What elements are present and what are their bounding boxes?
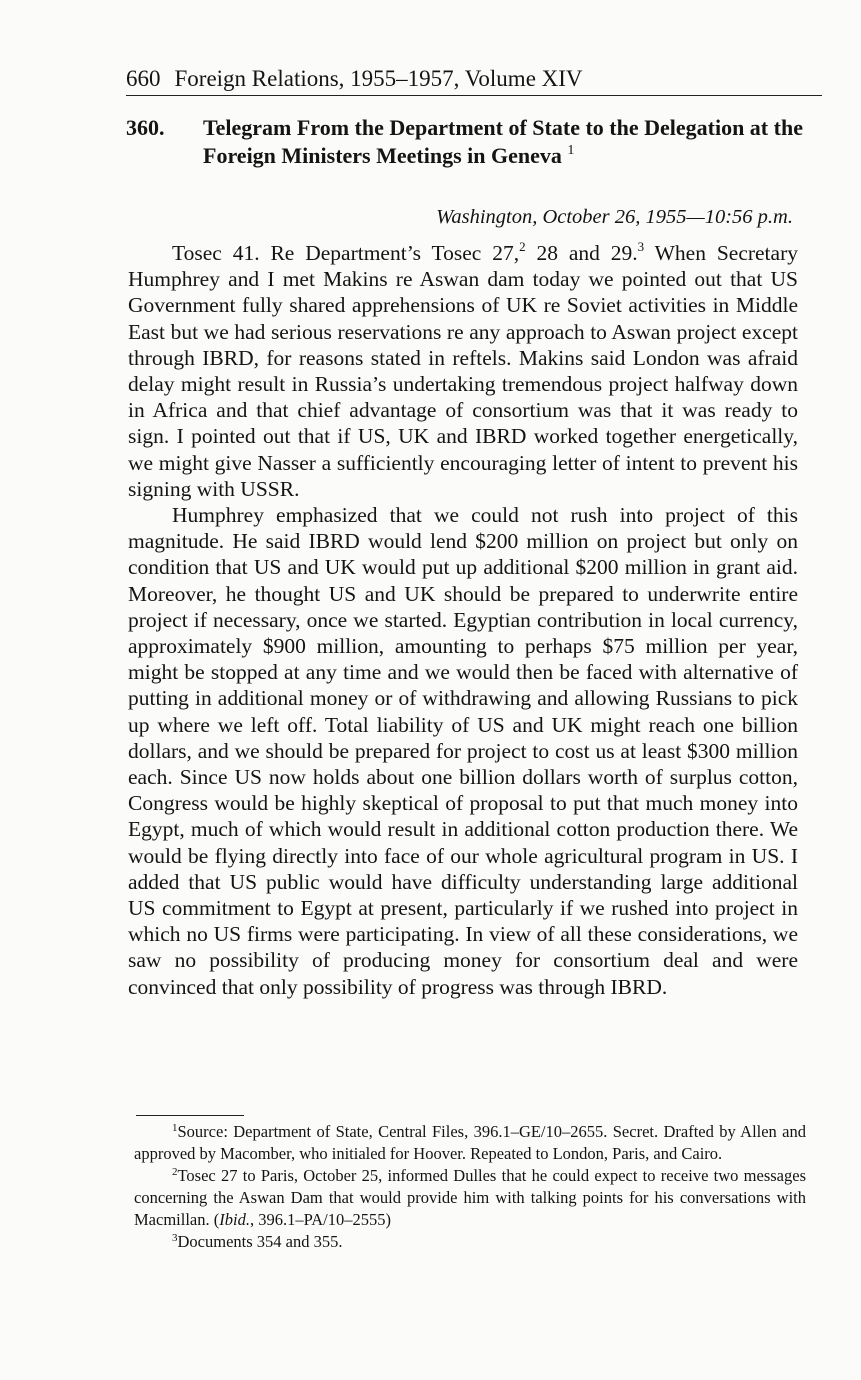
footnote-2-ibid: Ibid. (219, 1210, 250, 1229)
footnote-2 (134, 1165, 806, 1231)
telegram-body (128, 240, 798, 1000)
document-title (203, 114, 813, 170)
paragraph-1-part-b: 28 and 29. (525, 241, 638, 265)
dateline: Washington, October 26, 1955—10:56 p.m. (436, 206, 793, 228)
footnote-ref-2[interactable]: 2 (519, 239, 526, 254)
running-title: Foreign Relations, 1955–1957, Volume XIV (174, 66, 583, 91)
footnote-3-text: Documents 354 and 355. (177, 1232, 343, 1251)
footnote-2-mark: 2 (172, 1166, 178, 1178)
paragraph-1-part-a: Tosec 41. Re Department’s Tosec 27, (172, 241, 520, 265)
footnote-3 (134, 1231, 806, 1253)
page-number: 660 (126, 66, 161, 91)
document-number: 360. (126, 115, 165, 140)
paragraph-2: Humphrey emphasized that we could not rush into project of this magnitude. He said IBRD would lend $200 million on project but only on condition that US and UK would put up additional $200 million in grant aid. Moreover, he thought US and UK should be prepared to underwrite entire project if necessary, once we started. Egyptian contribution in local currency, approximately $900 million, amounting to perhaps $75 million per year, might be stopped at any time and we would then be faced with alternative of putting in additional money or of withdrawing and allowing Russians to pick up where we left off. Total liability of US and UK might reach one billion dollars, and we should be prepared for project to cost us at least $300 million each. Since US now holds about one billion dollars worth of surplus cotton, Congress would be highly skeptical of proposal to put that much money into Egypt, much of which would result in additional cotton production there. We would be flying directly into face of our whole agricultural program in US. I added that US public would have difficulty understanding large additional US commitment to Egypt at present, particularly if we rushed into project in which no US firms were participating. In view of all these considerations, we saw no possibility of producing money for consortium deal and were convinced that only possibility of progress was through IBRD. (128, 503, 798, 999)
paragraph-1 (128, 240, 798, 502)
footnote-2-text: Tosec 27 to Paris, October 25, informed Dulles that he could expect to receive two messages concerning the Aswan Dam that would provide him with talking points for his conversations with Macmillan. ( (134, 1166, 806, 1229)
footnote-divider (136, 1115, 244, 1116)
footnote-ref-3[interactable]: 3 (637, 239, 645, 254)
footnote-1 (134, 1121, 806, 1165)
footnote-ref-1[interactable]: 1 (567, 143, 575, 158)
document-title-text: Telegram From the Department of State to the Delegation at the Foreign Ministers Meetings in Geneva (203, 115, 803, 168)
footnotes (134, 1121, 806, 1253)
footnote-2-text-after: , 396.1–PA/10–2555) (249, 1210, 391, 1229)
running-header (126, 64, 822, 96)
footnote-3-mark: 3 (172, 1232, 178, 1244)
footnote-1-mark: 1 (172, 1122, 178, 1134)
footnote-1-text: Source: Department of State, Central Files, 396.1–GE/10–2655. Secret. Drafted by Allen and approved by Macomber, who initialed for Hoover. Repeated to London, Paris, and Cairo. (134, 1122, 806, 1163)
paragraph-1-part-c: When Secretary Humphrey and I met Makins re Aswan dam today we pointed out that US Government fully shared apprehensions of UK re Soviet activities in Middle East but we had serious reservations re any approach to Aswan project except through IBRD, for reasons stated in reftels. Makins said London was afraid delay might result in Russia’s undertaking tremendous project halfway down in Africa and that chief advantage of consortium was that it was ready to sign. I pointed out that if US, UK and IBRD worked together energetically, we might give Nasser a sufficiently encouraging letter of intent to prevent his signing with USSR. (128, 241, 798, 501)
